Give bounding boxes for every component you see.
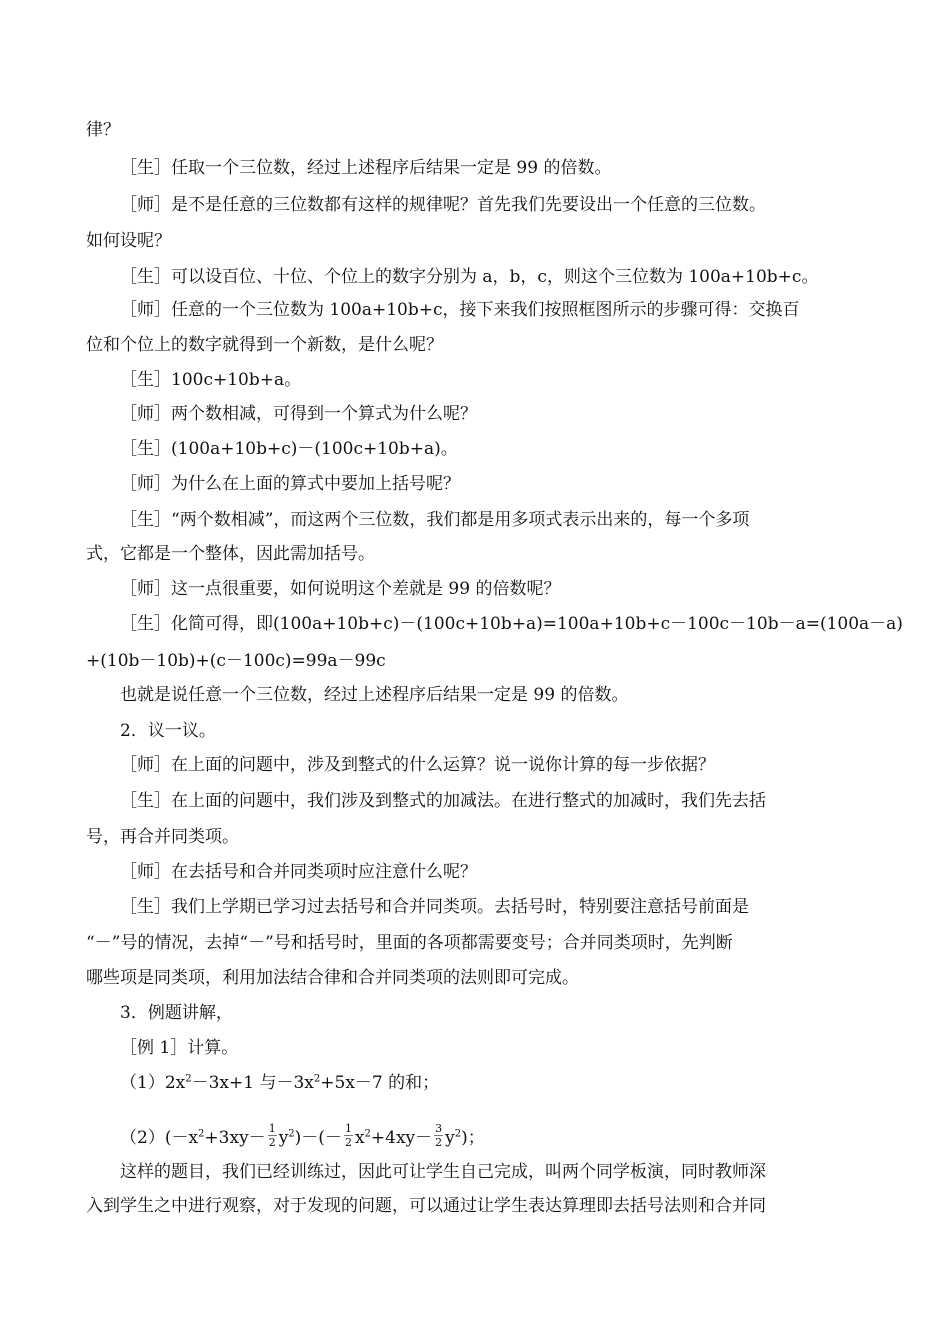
text-line: ［师］任意的一个三位数为 100a+10b+c，接下来我们按照框图所示的步骤可得：交换百 bbox=[120, 300, 800, 320]
text-line: ［师］是不是任意的三位数都有这样的规律呢？首先我们先要设出一个任意的三位数。 bbox=[120, 195, 766, 215]
expr-part: x bbox=[354, 1128, 365, 1148]
text-line: ［生］(100a+10b+c)－(100c+10b+a)。 bbox=[120, 439, 458, 459]
text-line: ［师］两个数相减，可得到一个算式为什么呢？ bbox=[120, 404, 477, 424]
text-line: 律？ bbox=[86, 120, 120, 140]
text-line: ［生］化简可得，即(100a+10b+c)－(100c+10b+a)=100a+10b+c－100c－10b－a=(100a－a) bbox=[120, 614, 903, 634]
expr-part: （2）(－x bbox=[120, 1128, 199, 1148]
text-line: ［师］在去括号和合并同类项时应注意什么呢？ bbox=[120, 862, 477, 882]
text-line: ［生］可以设百位、十位、个位上的数字分别为 a，b，c，则这个三位数为 100a+10b+c。 bbox=[120, 267, 819, 287]
text-line: 位和个位上的数字就得到一个新数，是什么呢？ bbox=[86, 335, 443, 355]
example-item-2 bbox=[120, 1122, 485, 1152]
expr-part: （1）2x bbox=[120, 1073, 186, 1093]
fraction bbox=[344, 1122, 353, 1149]
text-line: 号，再合并同类项。 bbox=[86, 827, 239, 847]
fraction-denominator: 2 bbox=[344, 1136, 352, 1149]
expr-part: )； bbox=[461, 1128, 485, 1148]
expr-part: y bbox=[445, 1128, 455, 1148]
expr-part: y bbox=[278, 1128, 289, 1148]
text-line: “－”号的情况，去掉“－”号和括号时，里面的各项都需要变号；合并同类项时，先判断 bbox=[86, 933, 733, 953]
text-line: 如何设呢？ bbox=[86, 231, 171, 251]
text-line: 式，它都是一个整体，因此需加括号。 bbox=[86, 544, 375, 564]
fraction bbox=[268, 1122, 277, 1149]
exponent: 2 bbox=[198, 1128, 205, 1140]
text-line: ［师］这一点很重要，如何说明这个差就是 99 的倍数呢？ bbox=[120, 579, 561, 599]
expr-part: )－(－ bbox=[294, 1128, 342, 1148]
exponent: 2 bbox=[454, 1128, 462, 1140]
exponent: 2 bbox=[364, 1128, 371, 1140]
text-line: ［生］100c+10b+a。 bbox=[120, 370, 302, 390]
fraction-numerator: 3 bbox=[435, 1122, 443, 1135]
text-line: 这样的题目，我们已经训练过，因此可让学生自己完成，叫两个同学板演，同时教师深 bbox=[120, 1162, 766, 1182]
expr-part: +4xy－ bbox=[370, 1128, 433, 1148]
text-line: +(10b－10b)+(c－100c)=99a－99c bbox=[86, 651, 386, 671]
expr-part: +5x－7 的和； bbox=[320, 1073, 440, 1093]
text-line: ［生］我们上学期已学习过去括号和合并同类项。去括号时，特别要注意括号前面是 bbox=[120, 897, 749, 917]
text-line: 入到学生之中进行观察，对于发现的问题，可以通过让学生表达算理即去括号法则和合并同 bbox=[86, 1196, 766, 1216]
fraction-numerator: 1 bbox=[268, 1122, 276, 1135]
expr-part: －3x+1 与－3x bbox=[191, 1073, 314, 1093]
fraction-denominator: 2 bbox=[268, 1136, 276, 1149]
exponent: 2 bbox=[288, 1128, 295, 1140]
exponent: 2 bbox=[313, 1073, 321, 1085]
section-heading: 2．议一议。 bbox=[120, 721, 216, 741]
example-item-1 bbox=[120, 1071, 439, 1095]
expr-part: +3xy－ bbox=[204, 1128, 266, 1148]
text-line: 哪些项是同类项，利用加法结合律和合并同类项的法则即可完成。 bbox=[86, 968, 579, 988]
fraction bbox=[434, 1122, 443, 1149]
example-label: ［例 1］计算。 bbox=[120, 1038, 239, 1058]
text-line: 也就是说任意一个三位数，经过上述程序后结果一定是 99 的倍数。 bbox=[120, 685, 629, 705]
text-line: ［师］在上面的问题中，涉及到整式的什么运算？说一说你计算的每一步依据？ bbox=[120, 755, 715, 775]
text-line: ［生］任取一个三位数，经过上述程序后结果一定是 99 的倍数。 bbox=[120, 158, 612, 178]
text-line: ［生］“两个数相减”，而这两个三位数，我们都是用多项式表示出来的，每一个多项 bbox=[120, 510, 750, 530]
text-line: ［生］在上面的问题中，我们涉及到整式的加减法。在进行整式的加减时，我们先去括 bbox=[120, 791, 766, 811]
exponent: 2 bbox=[185, 1073, 192, 1085]
text-line: ［师］为什么在上面的算式中要加上括号呢？ bbox=[120, 474, 460, 494]
fraction-numerator: 1 bbox=[344, 1122, 352, 1135]
section-heading: 3．例题讲解， bbox=[120, 1003, 233, 1023]
fraction-denominator: 2 bbox=[435, 1136, 443, 1149]
